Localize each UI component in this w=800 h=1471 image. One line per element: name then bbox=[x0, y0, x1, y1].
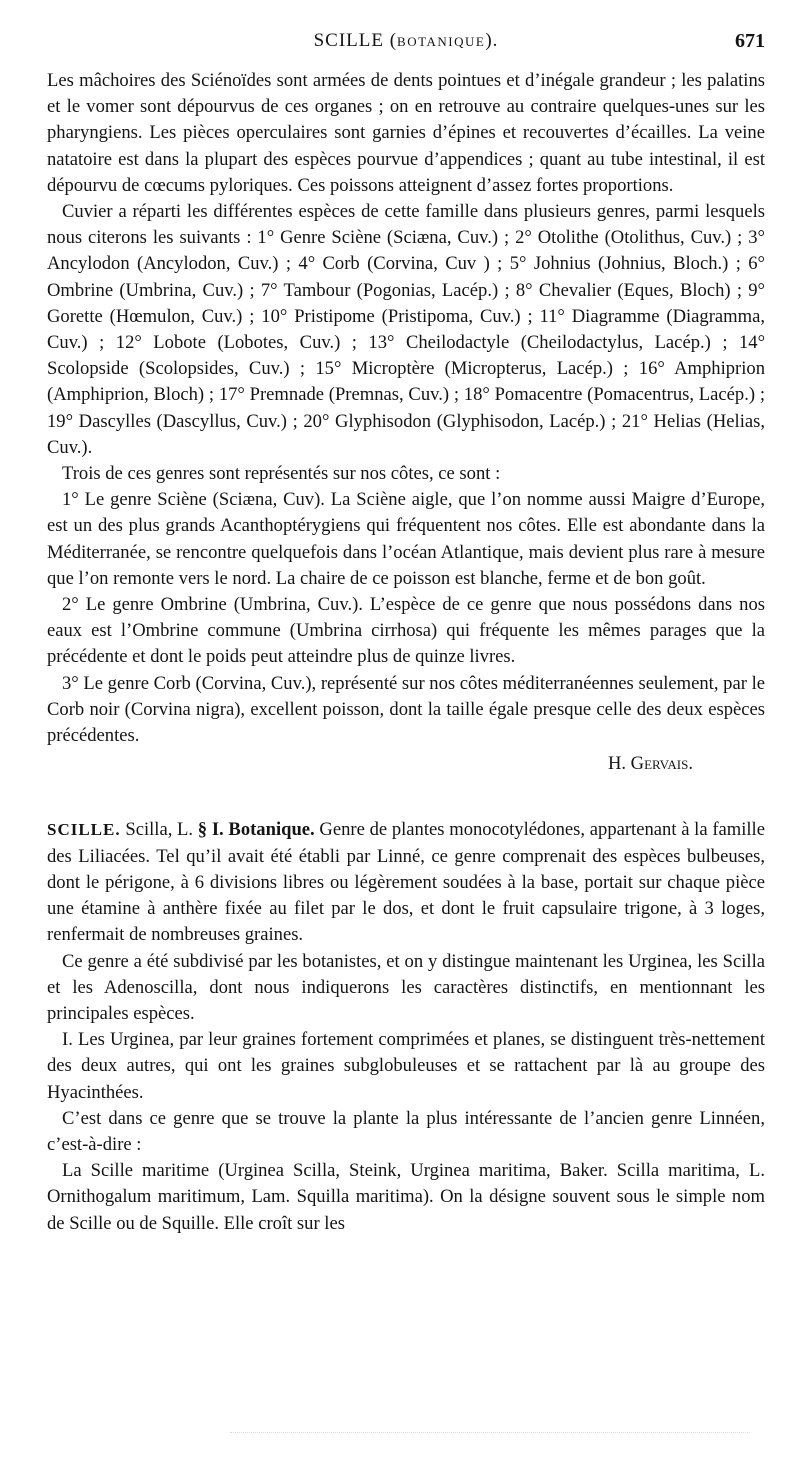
running-title-end: ). bbox=[485, 30, 499, 51]
sciaenid-paragraph-2: Cuvier a réparti les différentes espèces de cette famille dans plusieurs genres, parmi lesquels nous citerons les suivants : 1° Genre Sciène (Sciæna, Cuv.) ; 2° Otolithe (Otolithus, Cuv.) ; 3° Ancylodon (Ancylodon, Cuv.) ; 4° Corb (Corvina, Cuv ) ; 5° Johnius (Johnius, Bloch.) ; 6° Ombrine (Umbrina, Cuv.) ; 7° Tambour (Pogonias, Lacép.) ; 8° Chevalier (Eques, Bloch) ; 9° Gorette (Hœmulon, Cuv.) ; 10° Pristipome (Pristipoma, Cuv.) ; 11° Diagramme (Diagramma, Cuv.) ; 12° Lobote (Lobotes, Cuv.) ; 13° Cheilodactyle (Cheilodactylus, Lacép.) ; 14° Scolopside (Scolopsides, Cuv.) ; 15° Microptère (Micropterus, Lacép.) ; 16° Amphiprion (Amphiprion, Bloch) ; 17° Premnade (Premnas, Cuv.) ; 18° Pomacentre (Pomacentrus, Lacép.) ; 19° Dascylles (Dascyllus, Cuv.) ; 20° Glyphisodon (Glyphisodon, Lacép.) ; 21° Helias (Helias, Cuv.). bbox=[47, 201, 765, 458]
scille-paragraph-2: Ce genre a été subdivisé par les botanistes, et on y distingue maintenant les Urginea, les Scilla et les Adenoscilla, dont nous indiquerons les caractères distinctifs, en mentionnant les principales espèces. bbox=[47, 950, 765, 1024]
entry-scientific-name: Scilla, L. bbox=[120, 819, 198, 841]
author-signature: H. Gervais. bbox=[607, 753, 693, 775]
sciaenid-paragraph-4: 1° Le genre Sciène (Sciæna, Cuv). La Sciène aigle, que l’on nomme aussi Maigre d’Europe, est un des plus grands Acanthoptérygiens qui fréquentent nos côtes. Elle est abondante dans la Méditerranée, se rencontre quelquefois dans l’océan Atlantique, mais devient plus rare à mesure que l’on remonte vers le nord. La chaire de ce poisson est blanche, ferme et de bon goût. bbox=[47, 489, 765, 589]
section-gap bbox=[47, 777, 765, 817]
page-header bbox=[47, 30, 765, 56]
article-body bbox=[47, 68, 765, 1237]
scille-paragraph-3: I. Les Urginea, par leur graines fortement comprimées et planes, se distinguent très-nettement des deux autres, qui ont les graines subglobuleuses et se rattachent par là au groupe des Hyacinthées. bbox=[47, 1029, 765, 1103]
running-title bbox=[47, 30, 765, 52]
entry-definition: Genre de plantes monocotylédones, appartenant à la famille des Liliacées. Tel qu’il avait été établi par Linné, ce genre comprenait des espèces bulbeuses, dont le périgone, à 6 divisions libres ou légèrement soudées à la base, portait sur chaque pièce une étamine à anthère fixée au filet par le dos, et dont le fruit capsulaire trigone, à 3 loges, renfermait de nombreuses graines. bbox=[47, 819, 765, 946]
entry-section-label: § I. Botanique. bbox=[197, 819, 315, 841]
page-number: 671 bbox=[735, 30, 765, 52]
running-title-main: SCILLE ( bbox=[313, 30, 398, 51]
sciaenid-paragraph-5: 2° Le genre Ombrine (Umbrina, Cuv.). L’espèce de ce genre que nous possédons dans nos eaux est l’Ombrine commune (Umbrina cirrhosa) qui fréquente les mêmes parages que la précédente et dont le poids peut atteindre plus de quinze livres. bbox=[47, 594, 765, 668]
entry-headword: SCILLE. bbox=[47, 820, 121, 840]
running-title-smallcaps: BOTANIQUE bbox=[397, 34, 486, 49]
scille-entry-paragraph bbox=[47, 817, 765, 948]
sciaenid-paragraph-1: Les mâchoires des Sciénoïdes sont armées de dents pointues et d’inégale grandeur ; les palatins et le vomer sont dépourvus de ces organes ; on en retrouve au contraire quelques-unes sur les pharyngiens. Les pièces operculaires sont garnies d’épines et recouvertes d’écailles. La veine natatoire est dans la plupart des espèces pourvue d’appendices ; quant au tube intestinal, il est dépourvu de cœcums pyloriques. Ces poissons atteignent d’assez fortes proportions. bbox=[47, 70, 765, 196]
sciaenid-paragraph-6: 3° Le genre Corb (Corvina, Cuv.), représenté sur nos côtes méditerranéennes seulement, par le Corb noir (Corvina nigra), excellent poisson, dont la taille égale presque celle des deux espèces précédentes. bbox=[47, 672, 765, 747]
bleed-through-line bbox=[230, 1432, 750, 1439]
scille-paragraph-5: La Scille maritime (Urginea Scilla, Steink, Urginea maritima, Baker. Scilla maritima, L. Ornithogalum maritimum, Lam. Squilla maritima). On la désigne souvent sous le simple nom de Scille ou de Squille. Elle croît sur les bbox=[47, 1160, 765, 1234]
scille-paragraph-4: C’est dans ce genre que se trouve la plante la plus intéressante de l’ancien genre Linnéen, c’est-à-dire : bbox=[47, 1107, 765, 1155]
sciaenid-paragraph-3: Trois de ces genres sont représentés sur nos côtes, ce sont : bbox=[62, 463, 501, 485]
